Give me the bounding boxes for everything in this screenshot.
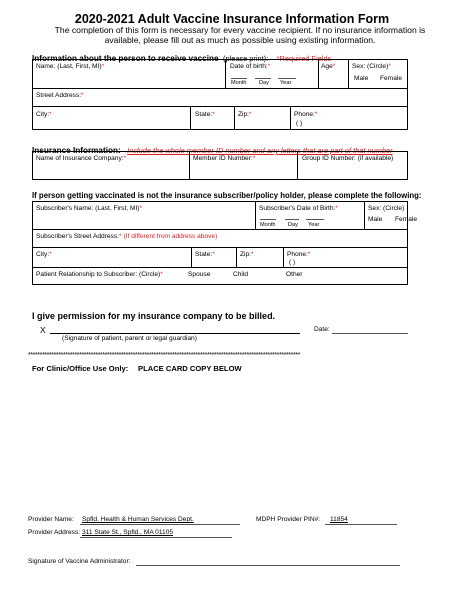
- required-marker: *: [81, 92, 84, 99]
- patient-age-field[interactable]: [321, 63, 335, 70]
- dob-year-label: Year: [280, 80, 292, 86]
- required-marker: *: [314, 111, 318, 118]
- provider-name-line: [80, 524, 240, 525]
- subscriber-sex-label: Sex: (Circle): [368, 205, 405, 212]
- sub-dob-year-label: Year: [308, 222, 320, 228]
- patient-phone-label: Phone:: [294, 111, 315, 118]
- patient-name-field[interactable]: [36, 63, 104, 70]
- subscriber-phone-label: Phone:: [287, 251, 308, 258]
- divider: [32, 88, 408, 89]
- patient-signature-line[interactable]: [50, 333, 300, 334]
- form-title: 2020-2021 Adult Vaccine Insurance Information Form: [74, 12, 390, 26]
- patient-phone-parens: ( ): [296, 120, 303, 127]
- patient-name-label: Name: (Last, First, MI): [36, 63, 102, 70]
- required-marker: *: [267, 63, 271, 70]
- subscriber-street-note: (If different from address above): [123, 233, 218, 240]
- sex-option-male[interactable]: Male: [354, 75, 369, 82]
- divider: [189, 151, 190, 180]
- provider-name-value: Spfld. Health & Human Services Dept.: [82, 516, 194, 523]
- required-marker: *: [123, 155, 127, 162]
- subscriber-sex-male[interactable]: Male: [368, 216, 383, 223]
- patient-street-label: Street Address:: [36, 92, 82, 99]
- intro-text: The completion of this form is necessary for every vaccine recipient. If no insurance information is available, please fill out as much as possible using existing information.: [54, 25, 426, 45]
- relationship-field: [36, 271, 163, 278]
- required-marker: *: [119, 233, 122, 240]
- member-id-label: Member ID Number:: [193, 155, 253, 162]
- date-line[interactable]: [332, 333, 408, 334]
- required-marker: *: [139, 205, 143, 212]
- relationship-child[interactable]: Child: [233, 271, 249, 278]
- subscriber-street-label: Subscriber's Street Address:: [36, 233, 119, 240]
- required-fields-note: *Required Fields: [276, 54, 332, 63]
- subscriber-state-label: State:: [195, 251, 213, 258]
- subscriber-dob-field[interactable]: [259, 205, 338, 212]
- provider-name-label: Provider Name:: [28, 516, 74, 523]
- divider: [191, 247, 192, 267]
- dob-day-label: Day: [259, 80, 269, 86]
- subscriber-name-field[interactable]: [36, 205, 142, 212]
- relationship-label: Patient Relationship to Subscriber: (Circle): [36, 271, 161, 278]
- subscriber-street-field[interactable]: [36, 233, 217, 240]
- section1-heading: Information about the person to receive vaccine: [32, 54, 219, 63]
- relationship-spouse[interactable]: Spouse: [188, 271, 211, 278]
- required-marker: *: [160, 271, 163, 278]
- insurance-company-label: Name of Insurance Company:: [36, 155, 124, 162]
- signature-x-mark: X: [40, 325, 46, 335]
- divider: [32, 247, 408, 248]
- required-marker: *: [388, 63, 391, 70]
- patient-sex-label: Sex: (Circle): [352, 63, 389, 70]
- subscriber-city-field[interactable]: [36, 251, 52, 258]
- divider: [283, 247, 284, 267]
- sub-dob-month-line: [260, 219, 276, 220]
- permission-statement: I give permission for my insurance company to be billed.: [32, 311, 276, 321]
- patient-sex-field: [352, 63, 391, 70]
- insurance-company-field[interactable]: [36, 155, 126, 162]
- sex-option-female[interactable]: Female: [380, 75, 402, 82]
- sub-dob-day-label: Day: [288, 222, 298, 228]
- provider-pin-value: 11854: [330, 516, 348, 523]
- patient-state-field[interactable]: [195, 111, 215, 118]
- required-marker: *: [212, 111, 215, 118]
- provider-address-label: Provider Address:: [28, 529, 81, 536]
- signature-caption: (Signature of patient, parent or legal guardian): [62, 335, 197, 342]
- patient-state-label: State:: [195, 111, 213, 118]
- patient-zip-label: Zip:: [238, 111, 249, 118]
- relationship-other[interactable]: Other: [286, 271, 303, 278]
- patient-phone-field[interactable]: [294, 111, 317, 118]
- provider-pin-line: [325, 524, 397, 525]
- required-marker: *: [101, 63, 105, 70]
- divider: [32, 229, 408, 230]
- administrator-signature-label: Signature of Vaccine Administrator:: [28, 558, 131, 565]
- separator-stars: *********************************************************************************************************************: [28, 352, 300, 359]
- divider: [348, 59, 349, 88]
- patient-dob-field[interactable]: [230, 63, 270, 70]
- patient-zip-field[interactable]: [238, 111, 252, 118]
- divider: [32, 106, 408, 107]
- date-label: Date:: [314, 326, 330, 333]
- place-card-label: PLACE CARD COPY BELOW: [138, 364, 242, 373]
- divider: [236, 247, 237, 267]
- sub-dob-year-line: [306, 219, 324, 220]
- required-marker: *: [49, 251, 52, 258]
- patient-dob-label: Date of birth:: [230, 63, 268, 70]
- patient-city-label: City:: [36, 111, 50, 118]
- subscriber-phone-parens: ( ): [289, 259, 296, 266]
- subscriber-zip-field[interactable]: [240, 251, 254, 258]
- subscriber-phone-field[interactable]: [287, 251, 310, 258]
- sub-dob-month-label: Month: [260, 222, 276, 228]
- dob-year-line: [278, 78, 296, 79]
- required-marker: *: [49, 111, 52, 118]
- patient-age-label: Age: [321, 63, 333, 70]
- provider-address-line: [80, 537, 232, 538]
- required-marker: *: [252, 155, 256, 162]
- required-marker: *: [332, 63, 336, 70]
- provider-address-value: 311 State St., Spfld., MA 01105: [82, 529, 174, 536]
- patient-city-field[interactable]: [36, 111, 52, 118]
- sub-dob-day-line: [285, 219, 299, 220]
- divider: [234, 106, 235, 130]
- member-id-field[interactable]: [193, 155, 255, 162]
- required-marker: *: [335, 205, 338, 212]
- subscriber-dob-label: Subscriber's Date of Birth:: [259, 205, 336, 212]
- insurance-note: Include the whole member ID number and any letters that are part of that number: [127, 146, 393, 155]
- divider: [32, 267, 408, 268]
- subscriber-name-label: Subscriber's Name: (Last, First, MI): [36, 205, 140, 212]
- required-marker: *: [307, 251, 311, 258]
- section2-heading: Insurance Information:: [32, 146, 121, 155]
- dob-month-line: [231, 78, 247, 79]
- divider: [364, 201, 365, 229]
- patient-street-field[interactable]: [36, 92, 84, 99]
- subscriber-city-label: City:: [36, 251, 50, 258]
- office-use-label: For Clinic/Office Use Only:: [32, 364, 129, 373]
- group-id-field[interactable]: Group ID Number: (if available): [302, 155, 394, 162]
- divider: [318, 59, 319, 88]
- required-marker: *: [251, 251, 254, 258]
- dob-day-line: [255, 78, 271, 79]
- divider: [255, 201, 256, 229]
- subscriber-state-field[interactable]: [195, 251, 215, 258]
- dob-month-label: Month: [231, 80, 247, 86]
- divider: [297, 151, 298, 180]
- subscriber-zip-label: Zip:: [240, 251, 251, 258]
- divider: [290, 106, 291, 130]
- required-marker: *: [212, 251, 215, 258]
- divider: [225, 59, 226, 88]
- please-print-note: (please print):: [223, 54, 269, 63]
- required-marker: *: [249, 111, 252, 118]
- subscriber-sex-female[interactable]: Female: [395, 216, 417, 223]
- section3-heading: If person getting vaccinated is not the insurance subscriber/policy holder, please complete the following:: [32, 191, 422, 200]
- divider: [190, 106, 191, 130]
- provider-pin-label: MDPH Provider PIN#:: [256, 516, 321, 523]
- administrator-signature-line[interactable]: [136, 565, 400, 566]
